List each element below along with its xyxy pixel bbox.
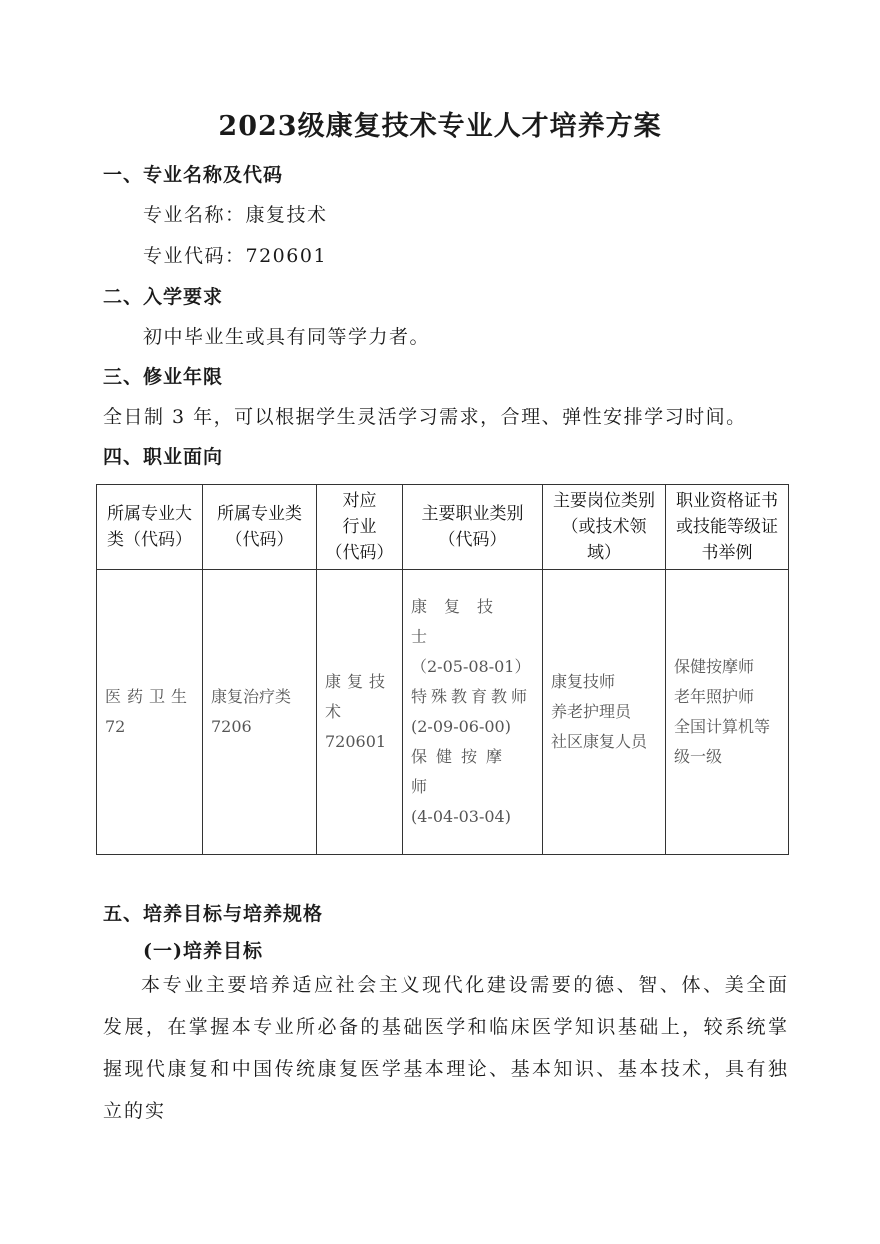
section-2-heading: 二、入学要求 (103, 286, 224, 308)
table-row (97, 570, 789, 855)
header-industry: 对应 行业 （代码） (317, 485, 403, 570)
section-1-heading: 一、专业名称及代码 (103, 164, 284, 186)
major-name-line: 专业名称：康复技术 (143, 204, 328, 226)
cell-certificate: 保健按摩师 老年照护师 全国计算机等 级一级 (666, 570, 789, 855)
training-goal-paragraph: 本专业主要培养适应社会主义现代化建设需要的德、智、体、美全面发展，在掌握本专业所必备的基础医学和临床医学知识基础上，较系统掌握现代康复和中国传统康复医学基本理论、基本知识、基本技术，具有独立的实 (103, 974, 789, 1122)
training-goal-heading: (一)培养目标 (143, 940, 263, 962)
occupation-table (96, 484, 789, 855)
duration-text: 全日制 3 年，可以根据学生灵活学习需求，合理、弹性安排学习时间。 (103, 406, 747, 428)
header-position: 主要岗位类别 （或技术领 域） (543, 485, 666, 570)
cell-major-class: 康复治疗类 7206 (203, 570, 317, 855)
table-header-row (97, 485, 789, 570)
cell-major-category: 医药卫生 72 (97, 570, 203, 855)
admission-text: 初中毕业生或具有同等学力者。 (143, 326, 431, 348)
header-certificate: 职业资格证书 或技能等级证 书举例 (666, 485, 789, 570)
page-title: 2023级康复技术专业人才培养方案 (218, 111, 662, 142)
cell-industry: 康复技 术 720601 (317, 570, 403, 855)
cell-position: 康复技师 养老护理员 社区康复人员 (543, 570, 666, 855)
header-major-category: 所属专业大 类（代码） (97, 485, 203, 570)
cell-occupation: 康复技士 （2-05-08-01） 特殊教育教师 (2-09-06-00) 保健按摩师 (4-04-03-04) (403, 570, 543, 855)
section-5-heading: 五、培养目标与培养规格 (103, 903, 324, 925)
header-major-class: 所属专业类 （代码） (203, 485, 317, 570)
section-4-heading: 四、职业面向 (103, 446, 224, 468)
header-occupation: 主要职业类别 （代码） (403, 485, 543, 570)
section-3-heading: 三、修业年限 (103, 366, 224, 388)
major-code-line: 专业代码：720601 (143, 245, 328, 267)
